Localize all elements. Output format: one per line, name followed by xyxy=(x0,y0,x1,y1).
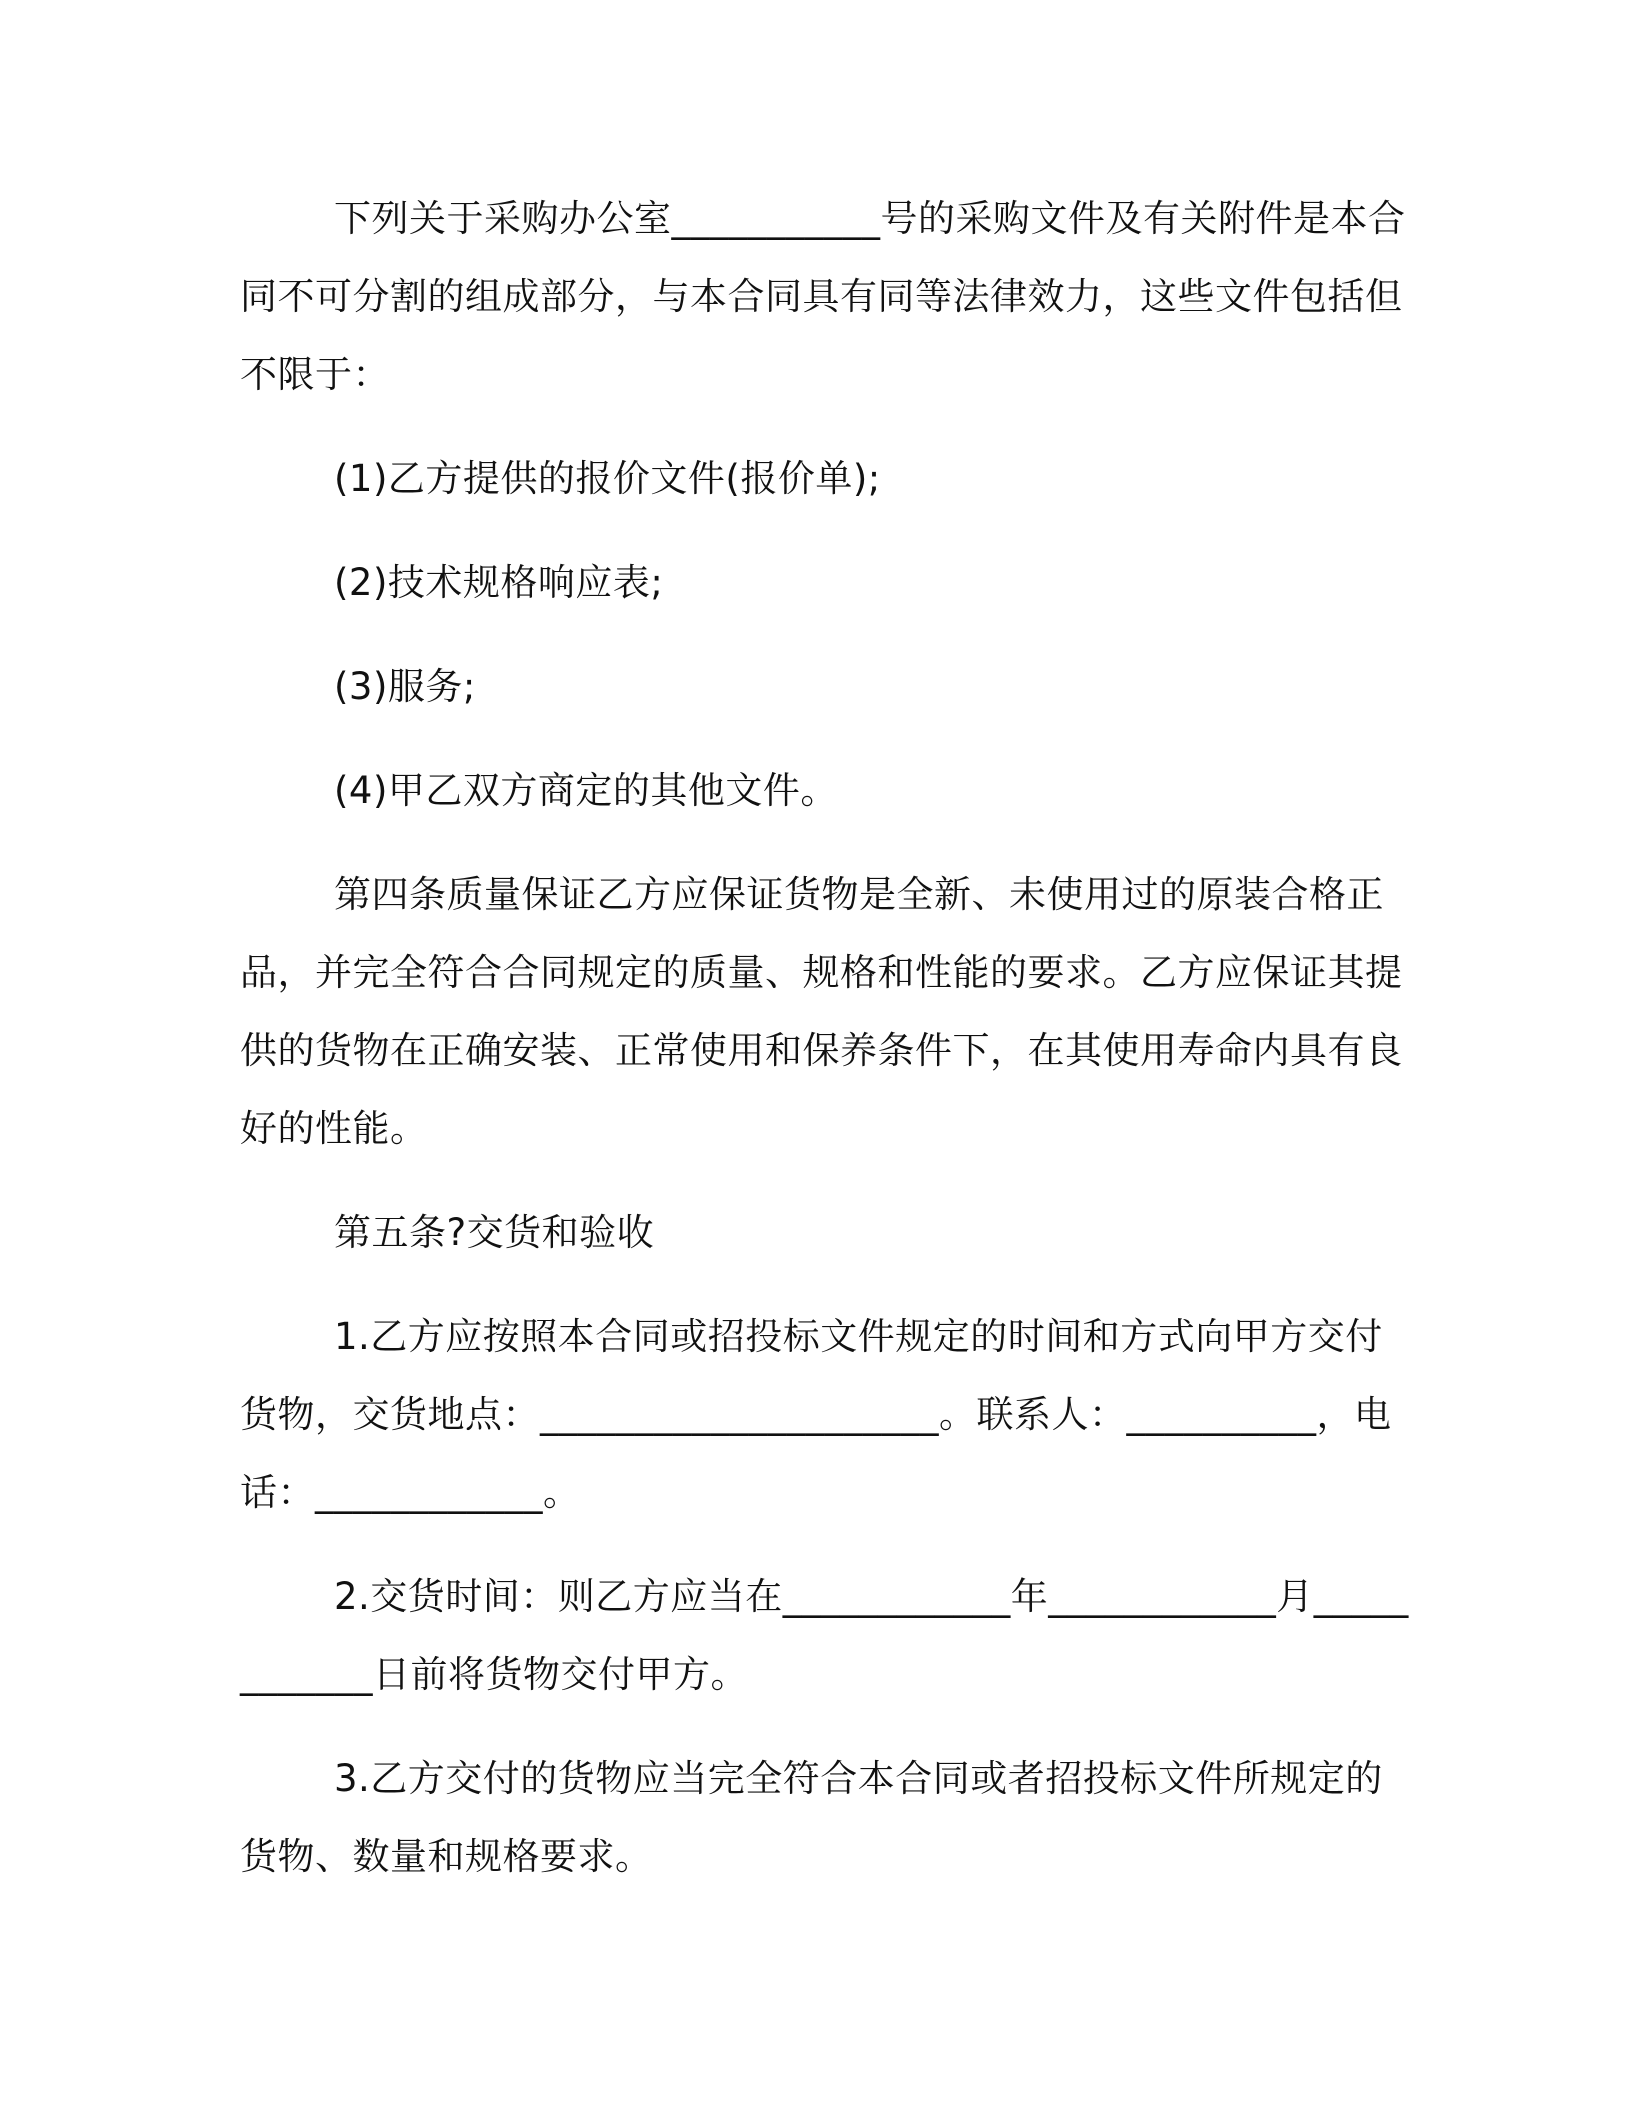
list-item-other-documents: (4)甲乙双方商定的其他文件。 xyxy=(334,769,838,812)
paragraph-article-four-quality: 第四条质量保证乙方应保证货物是全新、未使用过的原装合格正品，并完全符合合同规定的质量、规格和性能的要求。乙方应保证其提供的货物在正确安装、正常使用和保养条件下，在其使用寿命内具有良好的性能。 xyxy=(240,873,1403,1150)
list-item-quotation: (1)乙方提供的报价文件(报价单); xyxy=(334,457,881,500)
paragraph-delivery-location: 1.乙方应按照本合同或招投标文件规定的时间和方式向甲方交付货物，交货地点：_____________________。联系人：__________，电话：____________。 xyxy=(240,1315,1392,1514)
list-item-service: (3)服务; xyxy=(334,665,476,708)
paragraph-delivery-requirements: 3.乙方交付的货物应当完全符合本合同或者招投标文件所规定的货物、数量和规格要求。 xyxy=(240,1757,1383,1878)
list-item-technical-spec: (2)技术规格响应表; xyxy=(334,561,664,604)
paragraph-procurement-documents: 下列关于采购办公室___________号的采购文件及有关附件是本合同不可分割的组成部分，与本合同具有同等法律效力，这些文件包括但不限于： xyxy=(240,197,1406,396)
document-body xyxy=(240,180,1410,1896)
heading-article-five: 第五条?交货和验收 xyxy=(334,1211,655,1254)
paragraph-delivery-time: 2.交货时间：则乙方应当在____________年____________月____________日前将货物交付甲方。 xyxy=(240,1575,1409,1696)
